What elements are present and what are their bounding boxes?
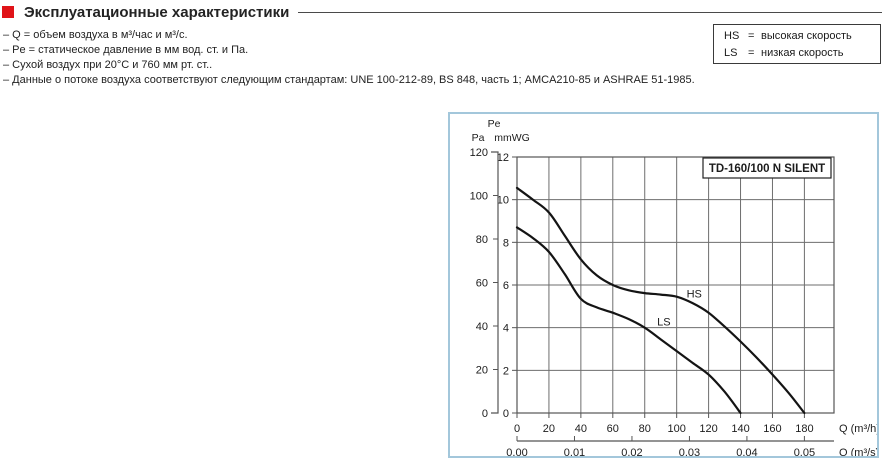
performance-chart-svg (450, 114, 877, 456)
y-tick-label-mmwg: 2 (502, 365, 509, 378)
pa-axis-label: Pa (471, 132, 485, 144)
legend-abbr: HS (724, 30, 740, 42)
secondary-tick-label: 0.02 (621, 447, 643, 456)
x-tick-label: 20 (542, 423, 556, 435)
secondary-tick-label: 0.00 (506, 447, 528, 456)
x-tick-label: 60 (606, 423, 619, 435)
x-tick-label: 120 (699, 423, 718, 435)
header-rule (298, 12, 882, 13)
note-line: – Сухой воздух при 20°C и 760 мм рт. ст.. (3, 59, 213, 71)
legend-desc: низкая скорость (761, 47, 844, 59)
pe-axis-label: Pe (487, 118, 501, 130)
secondary-tick-label: 0.01 (563, 447, 586, 456)
x-tick-label: 40 (574, 423, 587, 435)
legend-eq: = (748, 47, 755, 59)
legend-abbr: LS (724, 47, 738, 59)
y-tick-label-mmwg: 8 (502, 237, 509, 250)
curve-ls (517, 227, 741, 413)
y-tick-label-mmwg: 12 (496, 152, 509, 164)
note-line: – Q = объем воздуха в м³/час и м³/с. (3, 29, 188, 41)
legend-eq: = (748, 30, 755, 42)
x-tick-label: 80 (638, 423, 651, 435)
section-title: Эксплуатационные характеристики (24, 3, 290, 21)
y-tick-label-mmwg: 0 (502, 408, 509, 420)
x-tick-label: 100 (667, 423, 686, 435)
y-tick-label-mmwg: 10 (496, 194, 509, 207)
y-tick-label-mmwg: 4 (502, 322, 509, 335)
mmwg-axis-label: mmWG (494, 132, 530, 144)
curve-label-hs: HS (686, 288, 702, 301)
pa-tick-label: 120 (469, 147, 488, 159)
curve-label-ls: LS (657, 316, 671, 329)
pa-tick-label: 100 (469, 190, 488, 203)
note-line: – Pe = статическое давление в мм вод. ст. и Па. (3, 44, 249, 56)
secondary-tick-label: 0.05 (793, 447, 816, 456)
x-tick-label: 0 (513, 423, 521, 435)
pa-tick-label: 80 (475, 234, 488, 246)
pa-tick-label: 40 (475, 321, 488, 333)
chart-title: TD-160/100 N SILENT (708, 163, 826, 175)
pa-tick-label: 0 (481, 408, 488, 420)
chart-panel (448, 112, 879, 458)
notes-list (3, 28, 695, 88)
red-square-bullet (2, 6, 14, 18)
secondary-tick-label: 0.04 (736, 447, 758, 456)
legend-row (724, 45, 880, 62)
pa-tick-label: 60 (475, 277, 488, 290)
legend-desc: высокая скорость (761, 30, 852, 42)
speed-legend-box (713, 24, 881, 64)
secondary-axis-unit-label: Q (m³/s) (839, 447, 877, 456)
x-tick-label: 180 (795, 423, 814, 435)
curve-hs (517, 188, 804, 413)
y-tick-label-mmwg: 6 (502, 280, 509, 292)
x-tick-label: 160 (763, 423, 782, 435)
x-tick-label: 140 (731, 423, 750, 435)
secondary-tick-label: 0.03 (678, 447, 701, 456)
pa-tick-label: 20 (475, 364, 488, 377)
x-axis-unit-label: Q (m³/h) (839, 423, 877, 435)
legend-row (724, 28, 880, 45)
section-header (2, 3, 882, 21)
note-line: – Данные о потоке воздуха соответствуют следующим стандартам: UNE 100-212-89, BS 848, часть 1; AMCA210-85 и ASHRAE 51-1985. (3, 74, 695, 86)
